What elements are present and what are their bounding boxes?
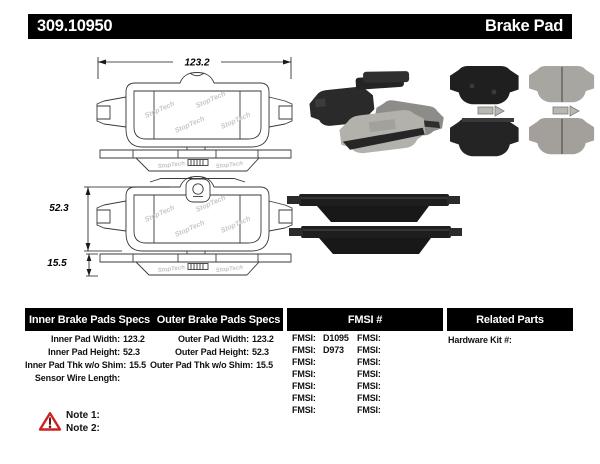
product-photo-set — [450, 66, 594, 156]
fmsi-row: FMSI: — [357, 381, 381, 391]
outer-pad-front-view — [97, 57, 292, 147]
fmsi-row: FMSI: D973 — [292, 345, 344, 355]
product-photo-side — [287, 194, 462, 254]
outer-specs-column — [150, 332, 292, 371]
pad-side-view-upper — [100, 147, 291, 171]
related-parts-column — [448, 333, 515, 346]
hardware-clips — [478, 106, 579, 116]
fmsi-row: FMSI: — [292, 405, 316, 415]
fmsi-row: FMSI: — [357, 405, 381, 415]
fmsi-row: FMSI: — [357, 393, 381, 403]
spec-row: Inner Pad Width: 123.2 — [50, 333, 145, 344]
specs-header-bar — [25, 308, 283, 331]
fmsi-row: FMSI: — [357, 369, 381, 379]
part-number: 309.10950 — [37, 17, 113, 35]
fmsi-column-1 — [292, 332, 349, 416]
related-parts-header-bar — [447, 308, 573, 331]
fmsi-row: FMSI: — [357, 345, 381, 355]
fmsi-header-bar — [287, 308, 443, 331]
fmsi-row: FMSI: — [292, 369, 316, 379]
fmsi-header: FMSI # — [347, 313, 383, 326]
fmsi-column-2 — [357, 332, 388, 416]
fmsi-row: FMSI: — [292, 381, 316, 391]
pad-side-view-lower — [47, 251, 291, 276]
dimension-thickness — [47, 254, 98, 276]
width-dimension-label: 123.2 — [184, 57, 210, 69]
note-2-label: Note 2: — [66, 423, 100, 434]
related-row: Hardware Kit #: — [448, 334, 512, 345]
inner-pad-front-view — [49, 177, 292, 252]
product-photo-angle — [308, 69, 445, 156]
outer-specs-header: Outer Brake Pads Specs — [156, 313, 281, 326]
fmsi-row: FMSI: — [357, 333, 381, 343]
height-dimension-label: 52.3 — [49, 203, 69, 214]
related-parts-header: Related Parts — [476, 313, 544, 326]
fmsi-row: FMSI: — [357, 357, 381, 367]
spec-row: Outer Pad Thk w/o Shim: 15.5 — [150, 359, 273, 370]
spec-row: Inner Pad Height: 52.3 — [48, 346, 140, 357]
spec-row: Outer Pad Height: 52.3 — [175, 346, 269, 357]
thickness-dimension-label: 15.5 — [47, 258, 67, 269]
fmsi-row: FMSI: D1095 — [292, 333, 349, 343]
inner-specs-column — [25, 332, 166, 384]
spec-row: Outer Pad Width: 123.2 — [177, 333, 274, 344]
warning-triangle-icon — [38, 411, 62, 432]
spec-row: Sensor Wire Length: — [34, 372, 120, 383]
note-1-label: Note 1: — [66, 410, 100, 421]
fmsi-row: FMSI: — [292, 357, 316, 367]
spec-row: Inner Pad Thk w/o Shim: 15.5 — [25, 359, 146, 370]
inner-specs-header: Inner Brake Pads Specs — [29, 313, 150, 326]
product-type: Brake Pad — [484, 17, 563, 35]
fmsi-row: FMSI: — [292, 393, 316, 403]
